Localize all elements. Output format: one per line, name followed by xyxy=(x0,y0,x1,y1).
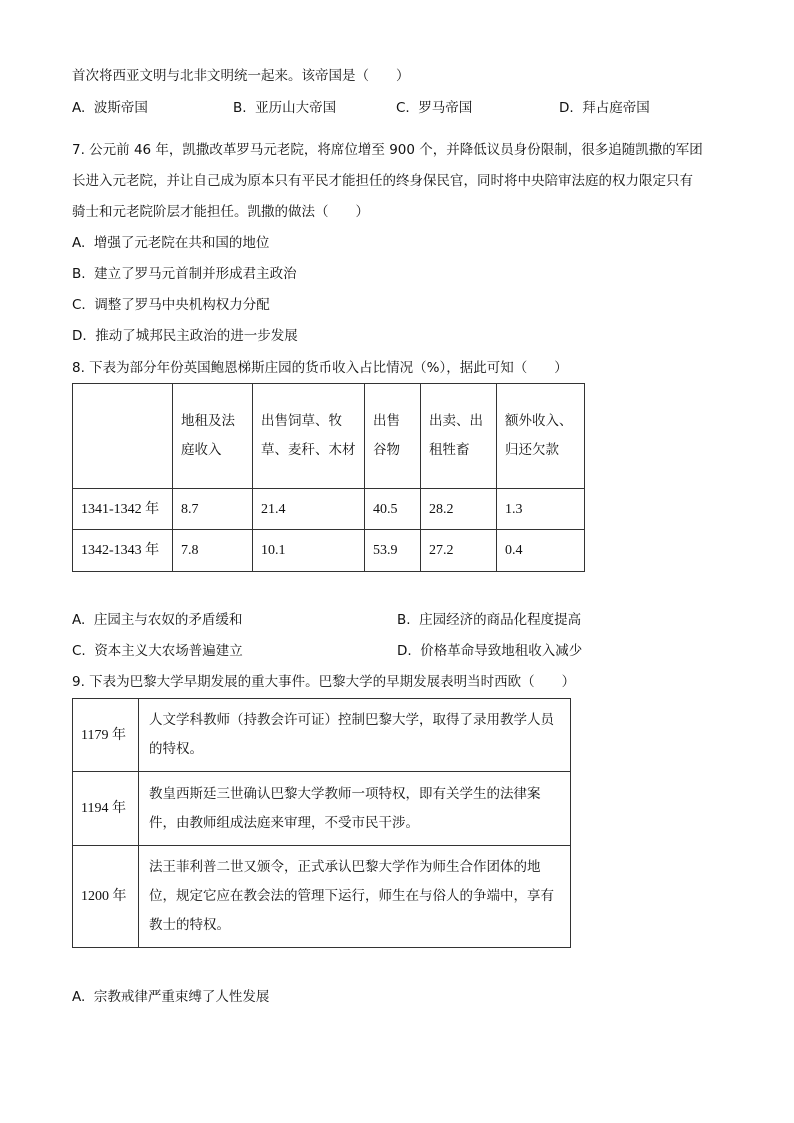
table-row xyxy=(73,846,571,948)
table-cell: 40.5 xyxy=(365,489,421,530)
option-text: 拜占庭帝国 xyxy=(582,100,650,116)
table-header-cell: 出卖、出租牲畜 xyxy=(421,384,497,489)
table-cell: 27.2 xyxy=(421,530,497,572)
option-text: 价格革命导致地租收入减少 xyxy=(420,643,583,659)
q7-option-c[interactable] xyxy=(72,295,270,315)
option-letter: B. xyxy=(233,100,247,116)
table-row xyxy=(73,699,571,772)
q6-option-b[interactable] xyxy=(233,98,336,118)
option-text: 亚历山大帝国 xyxy=(255,100,337,116)
table-cell-year: 1179 年 xyxy=(73,699,139,772)
q8-option-b[interactable] xyxy=(397,610,581,630)
table-cell: 28.2 xyxy=(421,489,497,530)
option-letter: D. xyxy=(559,100,574,116)
table-cell: 7.8 xyxy=(173,530,253,572)
option-letter: A. xyxy=(72,100,86,116)
table-cell-year: 1194 年 xyxy=(73,772,139,846)
option-text: 推动了城邦民主政治的进一步发展 xyxy=(95,328,298,344)
option-letter: C. xyxy=(396,100,410,116)
table-cell-year: 1342-1343 年 xyxy=(73,530,173,572)
table-cell-year: 1341-1342 年 xyxy=(73,489,173,530)
table-row xyxy=(73,772,571,846)
option-text: 波斯帝国 xyxy=(93,100,148,116)
table-header-cell: 额外收入、归还欠款 xyxy=(497,384,585,489)
q7-stem-line-3: 骑士和元老院阶层才能担任。凯撒的做法（ ） xyxy=(72,204,369,220)
option-text: 宗教戒律严重束缚了人性发展 xyxy=(93,989,270,1005)
option-text: 资本主义大农场普遍建立 xyxy=(94,643,243,659)
table-cell-year: 1200 年 xyxy=(73,846,139,948)
table-cell: 10.1 xyxy=(253,530,365,572)
table-cell: 53.9 xyxy=(365,530,421,572)
table-header-cell: 地租及法庭收入 xyxy=(173,384,253,489)
q9-option-a[interactable] xyxy=(72,987,269,1007)
option-text: 调整了罗马中央机构权力分配 xyxy=(94,297,270,313)
q6-option-c[interactable] xyxy=(396,98,472,118)
q9-events-table xyxy=(72,698,571,948)
q7-option-a[interactable] xyxy=(72,233,269,253)
table-header-cell: 出售饲草、牧草、麦秆、木材 xyxy=(253,384,365,489)
option-letter: A. xyxy=(72,989,86,1005)
table-cell: 1.3 xyxy=(497,489,585,530)
table-cell-event: 法王菲利普二世又颁令，正式承认巴黎大学作为师生合作团体的地位，规定它应在教会法的管理下运行，师生在与俗人的争端中，享有教士的特权。 xyxy=(139,846,571,948)
option-letter: B. xyxy=(397,612,411,628)
option-letter: C. xyxy=(72,297,86,313)
q7-stem-line-2: 长进入元老院，并让自己成为原本只有平民才能担任的终身保民官，同时将中央陪审法庭的权力限定只有 xyxy=(72,173,693,189)
q9-stem: 9. 下表为巴黎大学早期发展的重大事件。巴黎大学的早期发展表明当时西欧（ ） xyxy=(72,674,576,690)
option-text: 建立了罗马元首制并形成君主政治 xyxy=(94,266,297,282)
q7-option-d[interactable] xyxy=(72,326,298,346)
option-letter: D. xyxy=(72,328,87,344)
option-letter: A. xyxy=(72,612,86,628)
table-cell-event: 教皇西斯廷三世确认巴黎大学教师一项特权，即有关学生的法律案件，由教师组成法庭来审理，不受市民干涉。 xyxy=(139,772,571,846)
table-header-cell xyxy=(73,384,173,489)
table-row xyxy=(73,489,585,530)
table-cell-event: 人文学科教师（持教会许可证）控制巴黎大学，取得了录用教学人员的特权。 xyxy=(139,699,571,772)
table-cell: 0.4 xyxy=(497,530,585,572)
option-letter: B. xyxy=(72,266,86,282)
option-text: 庄园经济的商品化程度提高 xyxy=(419,612,582,628)
table-header-cell: 出售谷物 xyxy=(365,384,421,489)
q8-option-c[interactable] xyxy=(72,641,243,661)
q7-option-b[interactable] xyxy=(72,264,297,284)
table-cell: 21.4 xyxy=(253,489,365,530)
q6-stem-tail: 首次将西亚文明与北非文明统一起来。该帝国是（ ） xyxy=(72,68,410,84)
option-letter: D. xyxy=(397,643,412,659)
q8-option-a[interactable] xyxy=(72,610,242,630)
option-text: 罗马帝国 xyxy=(418,100,473,116)
q6-option-d[interactable] xyxy=(559,98,650,118)
table-header-row xyxy=(73,384,585,489)
option-text: 庄园主与农奴的矛盾缓和 xyxy=(93,612,243,628)
table-cell: 8.7 xyxy=(173,489,253,530)
option-letter: C. xyxy=(72,643,86,659)
option-text: 增强了元老院在共和国的地位 xyxy=(93,235,270,251)
q6-option-a[interactable] xyxy=(72,98,148,118)
q8-income-table xyxy=(72,383,585,572)
q8-stem: 8. 下表为部分年份英国鲍恩梯斯庄园的货币收入占比情况（%），据此可知（ ） xyxy=(72,360,568,376)
table-row xyxy=(73,530,585,572)
option-letter: A. xyxy=(72,235,86,251)
q8-option-d[interactable] xyxy=(397,641,582,661)
q7-stem-line-1: 7. 公元前 46 年，凯撒改革罗马元老院，将席位增至 900 个，并降低议员身份限制，很多追随凯撒的军团 xyxy=(72,142,703,158)
